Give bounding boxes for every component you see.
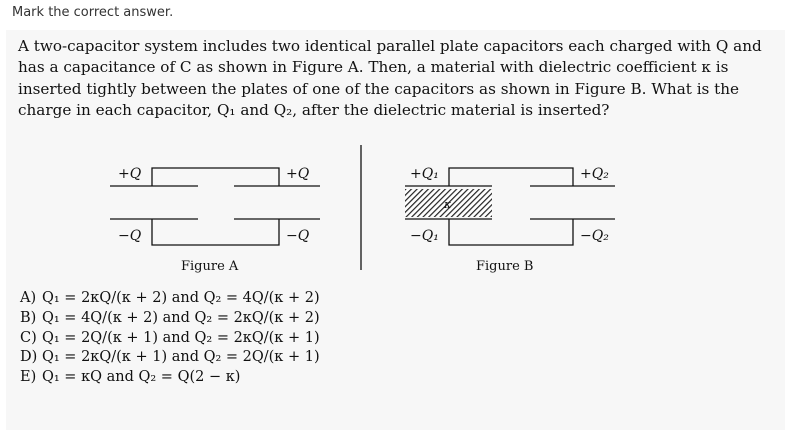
choice-a[interactable]	[20, 290, 320, 310]
question-text: A two-capacitor system includes two identical parallel plate capacitors each charged with Q and has a capacitance of C as shown in Figure A. Then, a material with dielectric coefficient κ is inserted tightly between the plates of one of the capacitors as shown in Figure B. What is the charge in each capacitor, Q₁ and Q₂, after the dielectric material is inserted?	[18, 37, 762, 119]
fig-b-bottom-wire	[449, 219, 573, 245]
fig-a-label-left-bottom: −Q	[118, 228, 142, 244]
fig-a-top-wire	[152, 168, 279, 186]
fig-a-caption: Figure A	[181, 259, 239, 274]
choice-letter: A)	[20, 290, 37, 306]
choice-letter: B)	[20, 309, 37, 326]
choice-d[interactable]	[20, 349, 320, 369]
fig-b-caption: Figure B	[476, 259, 534, 274]
choice-letter: E)	[20, 369, 37, 386]
fig-b-label-left-bottom: −Q₁	[410, 228, 439, 244]
fig-b-label-right-bottom: −Q₂	[580, 228, 609, 244]
fig-b-label-right-top: +Q₂	[580, 166, 609, 182]
fig-a-label-right-bottom: −Q	[286, 228, 310, 244]
choice-e[interactable]	[20, 369, 320, 389]
choice-b[interactable]	[20, 310, 320, 330]
choice-text: Q₁ = 4Q/(κ + 2) and Q₂ = 2κQ/(κ + 2)	[42, 309, 320, 326]
instruction: Mark the correct answer.	[12, 5, 174, 20]
fig-a-label-left-top: +Q	[118, 166, 142, 182]
fig-b-label-left-top: +Q₁	[410, 166, 439, 182]
choice-letter: D)	[20, 349, 38, 366]
choice-text: Q₁ = 2Q/(κ + 1) and Q₂ = 2κQ/(κ + 1)	[42, 329, 320, 346]
answer-choices	[20, 290, 320, 389]
choice-text: Q₁ = 2κQ/(κ + 2) and Q₂ = 4Q/(κ + 2)	[42, 290, 320, 306]
fig-b-top-wire	[449, 168, 573, 186]
choice-c[interactable]	[20, 330, 320, 350]
fig-a-bottom-wire	[152, 219, 279, 245]
choice-letter: C)	[20, 329, 37, 346]
fig-a-label-right-top: +Q	[286, 166, 310, 182]
dielectric-label: κ	[444, 198, 452, 211]
choice-text: Q₁ = 2κQ/(κ + 1) and Q₂ = 2Q/(κ + 1)	[42, 349, 320, 366]
choice-text: Q₁ = κQ and Q₂ = Q(2 − κ)	[42, 369, 241, 386]
